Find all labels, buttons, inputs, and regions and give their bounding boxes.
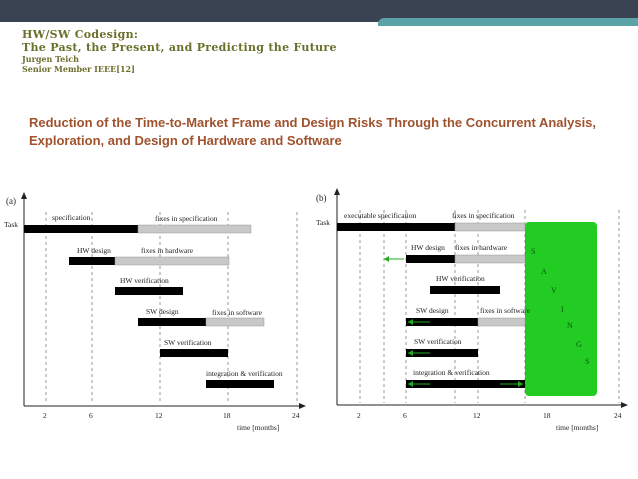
fix-bar: [455, 223, 525, 231]
savings-letter: I: [561, 305, 564, 314]
diagram-a: [4, 192, 306, 432]
fix-bar: [206, 318, 264, 326]
tick-label: 6: [403, 411, 407, 420]
task-label-a: Task: [4, 220, 19, 229]
task-bar-label: integration & verification: [413, 368, 490, 377]
slide-subtitle: Reduction of the Time-to-Market Frame and Design Risks Through the Concurrent Analysis, Exploration, and Design of Hardware and Software: [29, 115, 597, 148]
savings-letter: G: [576, 340, 582, 349]
fix-bar-label: fixes in specification: [452, 211, 515, 220]
axis-label-b: time [months]: [556, 423, 599, 432]
shift-arrow-head: [384, 256, 389, 262]
panel-label-b: (b): [316, 193, 327, 203]
slide-title-line2: The Past, the Present, and Predicting the Future: [22, 41, 337, 54]
savings-letter: A: [541, 267, 547, 276]
tick-label: 2: [43, 411, 47, 420]
tick-label: 12: [155, 411, 163, 420]
fix-bar: [115, 257, 229, 265]
task-label-b: Task: [316, 218, 331, 227]
task-bar-label: SW verification: [164, 338, 212, 347]
task-bar-label: SW design: [146, 307, 179, 316]
savings-letter: V: [551, 286, 557, 295]
task-bar: [160, 349, 228, 357]
task-bar-label: HW design: [411, 243, 445, 252]
fix-bar-label: fixes in hardware: [141, 246, 194, 255]
tick-label: 18: [223, 411, 231, 420]
tick-label: 2: [357, 411, 361, 420]
panel-label-a: (a): [6, 196, 16, 206]
tick-label: 24: [292, 411, 300, 420]
y-arrow-b: [334, 188, 340, 195]
task-bar: [337, 223, 455, 231]
fix-bar-label: fixes in hardware: [455, 243, 508, 252]
fix-bar-label: fixes in software: [480, 306, 530, 315]
task-bar-label: HW design: [77, 246, 111, 255]
task-bar-label: executable specification: [344, 211, 417, 220]
x-arrow-b: [621, 402, 628, 408]
fix-bar: [455, 255, 525, 263]
tick-label: 24: [614, 411, 622, 420]
author-membership: Senior Member IEEE[12]: [22, 64, 135, 74]
tick-label: 12: [473, 411, 481, 420]
task-bar: [406, 255, 455, 263]
task-bar: [138, 318, 206, 326]
task-bar: [115, 287, 183, 295]
axis-label-a: time [months]: [237, 423, 280, 432]
task-bar-label: HW verification: [436, 274, 485, 283]
task-bar: [206, 380, 274, 388]
task-bar-label: SW design: [416, 306, 449, 315]
author-name: Jurgen Teich: [22, 54, 79, 64]
task-bar-label: integration & verification: [206, 369, 283, 378]
fix-bar: [138, 225, 251, 233]
task-bar: [24, 225, 138, 233]
task-bar: [69, 257, 115, 265]
savings-letter: S: [585, 357, 590, 366]
x-arrow-a: [299, 403, 306, 409]
savings-letter: N: [567, 321, 573, 330]
tick-label: 18: [543, 411, 551, 420]
y-arrow-a: [21, 192, 27, 199]
savings-letter: S: [531, 247, 536, 256]
task-bar-label: HW verification: [120, 276, 169, 285]
slide-title-line1: HW/SW Codesign:: [22, 28, 139, 41]
fix-bar-label: fixes in software: [212, 308, 262, 317]
task-bar: [430, 286, 500, 294]
task-bar-label: SW verification: [414, 337, 462, 346]
tick-label: 6: [89, 411, 93, 420]
diagram-b: [316, 188, 628, 432]
fix-bar-label: fixes in specification: [155, 214, 218, 223]
task-bar-label: specification: [52, 213, 91, 222]
fix-bar: [478, 318, 525, 326]
